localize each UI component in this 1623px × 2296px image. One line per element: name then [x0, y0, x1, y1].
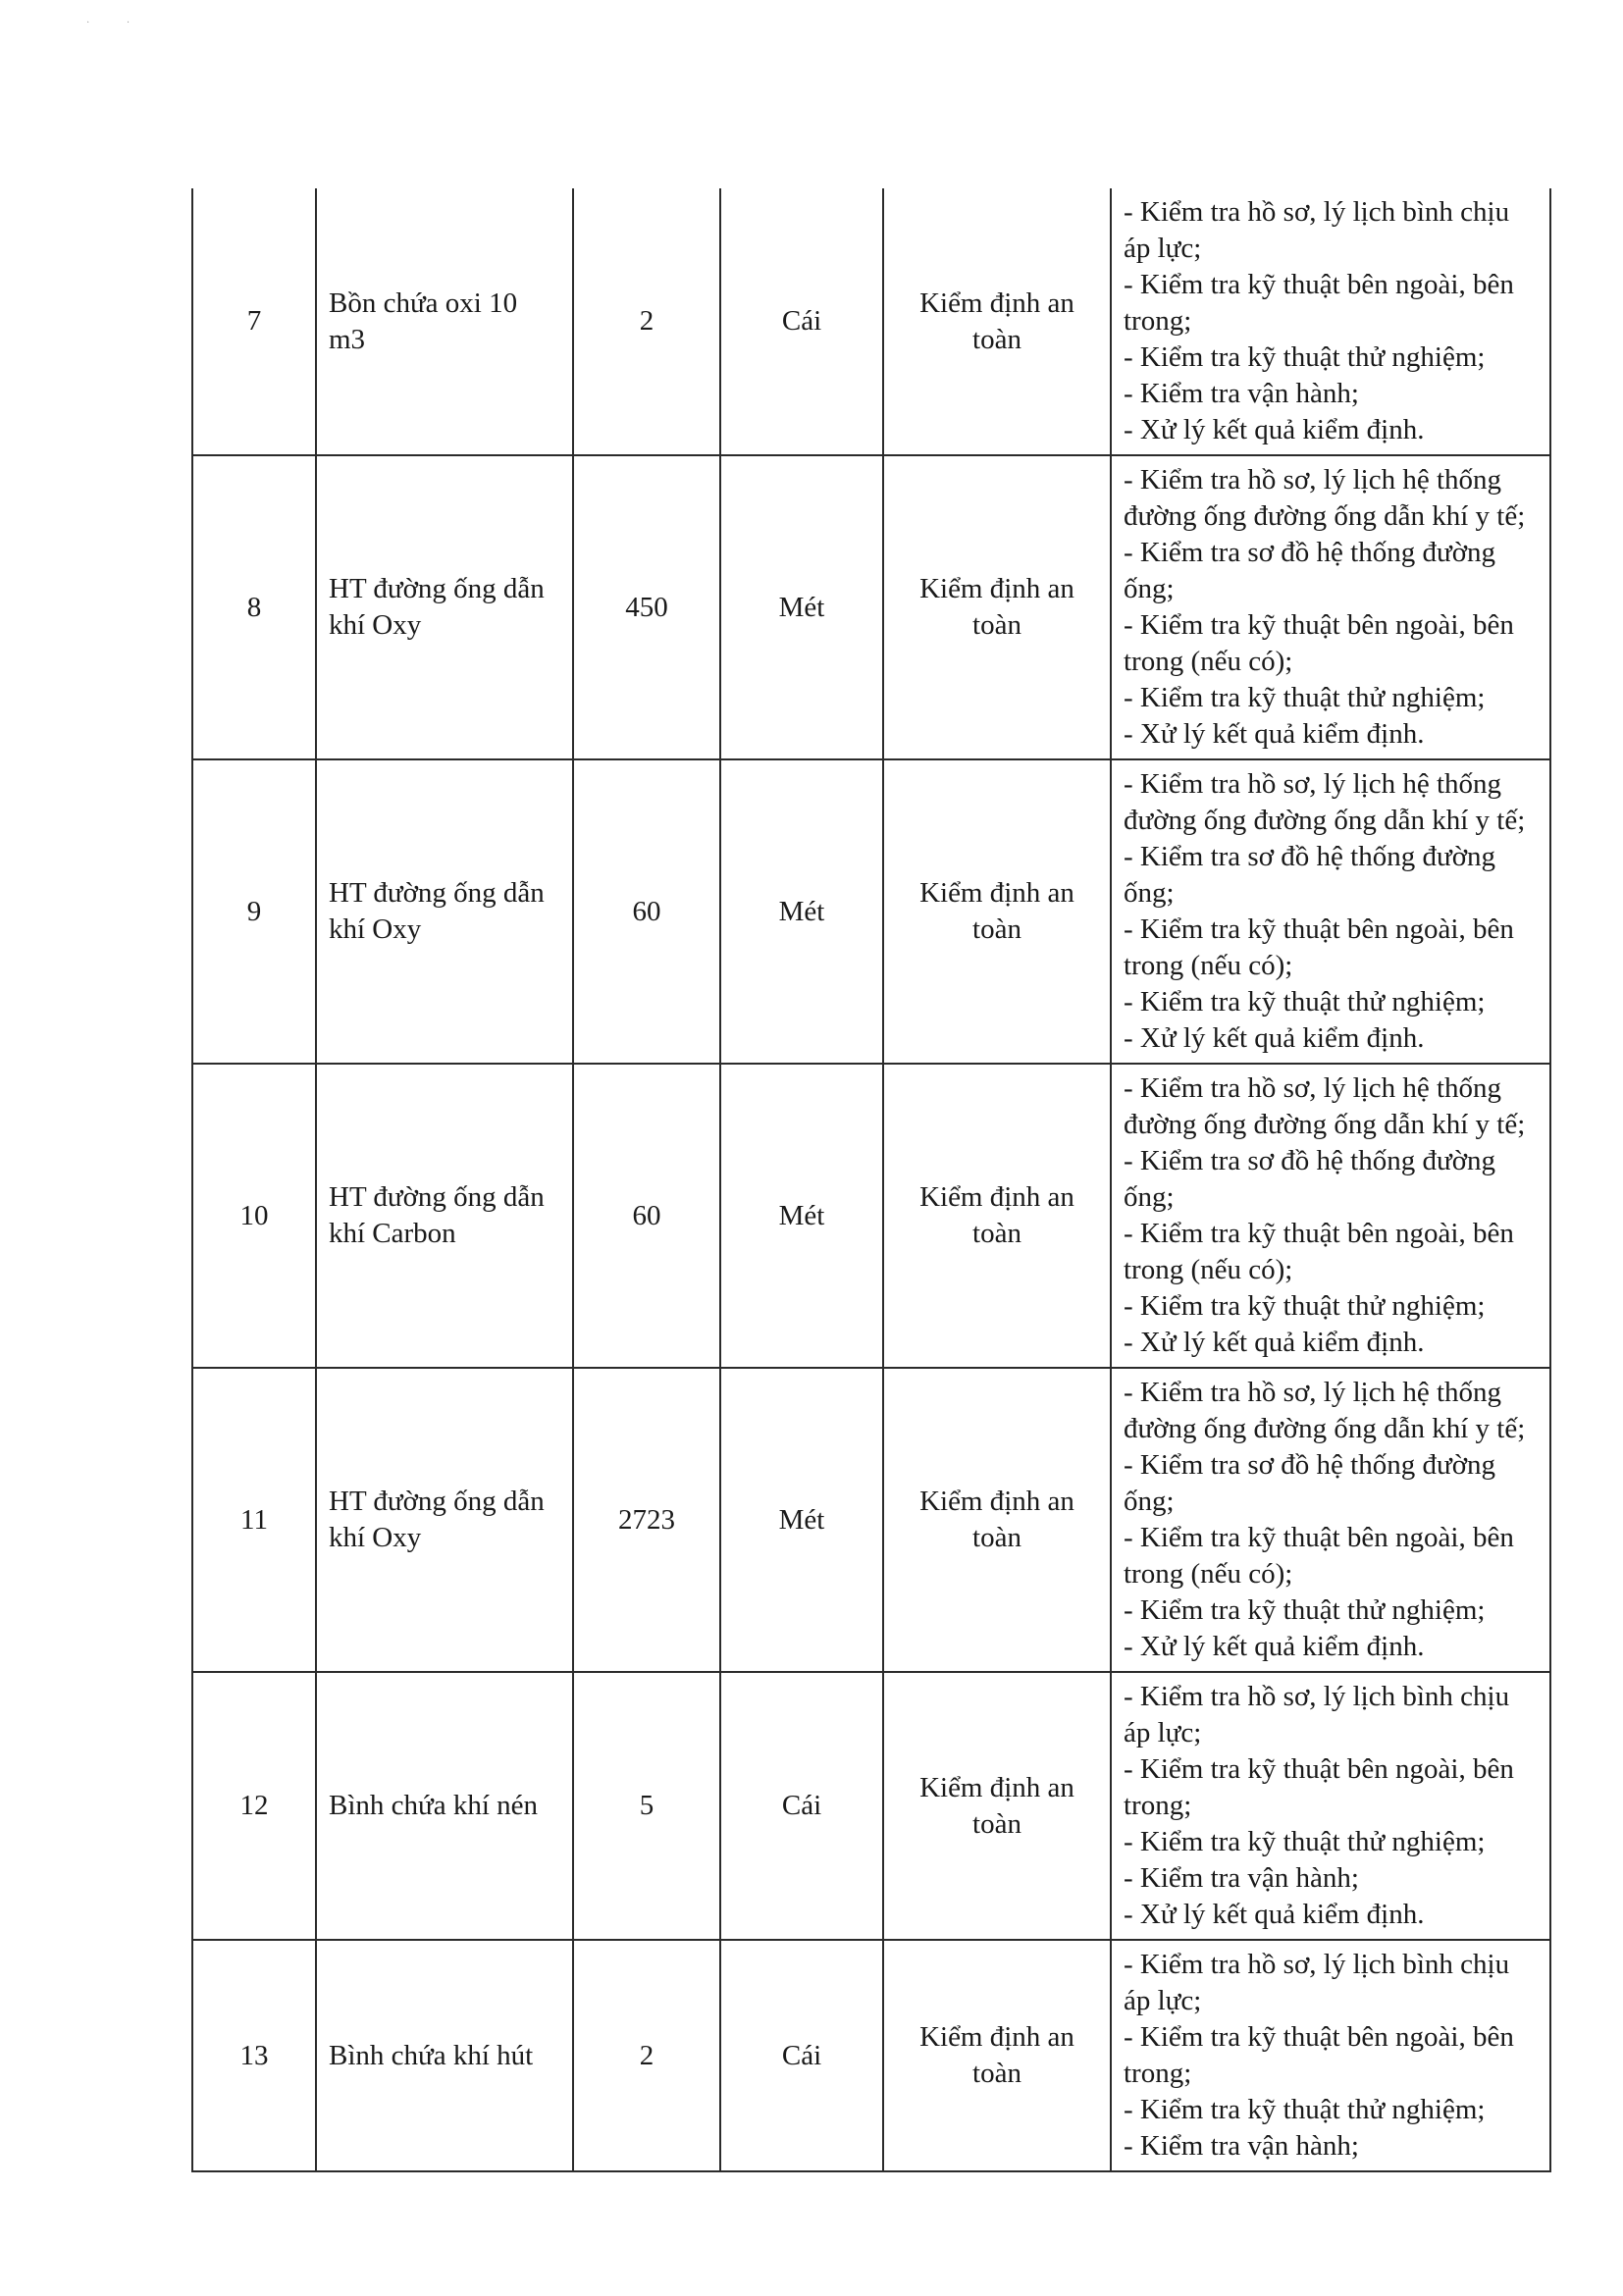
table-row: [192, 1940, 1550, 2171]
content-line: - Kiểm tra kỹ thuật thử nghiệm;: [1124, 986, 1486, 1018]
row-number-cell: 9: [192, 759, 316, 1064]
content-line: - Kiểm tra hồ sơ, lý lịch hệ thống đường ống đường ống dẫn khí y tế;: [1124, 1072, 1526, 1140]
table-row: [192, 455, 1550, 759]
content-line: - Kiểm tra kỹ thuật thử nghiệm;: [1124, 2094, 1486, 2125]
content-line: - Xử lý kết quả kiểm định.: [1124, 1899, 1425, 1930]
inspection-content-cell: [1111, 1672, 1550, 1940]
content-line: - Xử lý kết quả kiểm định.: [1124, 1022, 1425, 1054]
quantity-cell: 2723: [573, 1368, 720, 1672]
table-row: [192, 1672, 1550, 1940]
equipment-name-cell: HT đường ống dẫn khí Oxy: [316, 1368, 573, 1672]
unit-cell: Mét: [720, 759, 883, 1064]
equipment-name-cell: Bồn chứa oxi 10 m3: [316, 188, 573, 455]
content-line: - Kiểm tra kỹ thuật bên ngoài, bên trong;: [1124, 269, 1514, 337]
inspection-content-cell: [1111, 759, 1550, 1064]
method-cell: Kiểm định an toàn: [883, 455, 1111, 759]
quantity-cell: 60: [573, 1064, 720, 1368]
method-cell: Kiểm định an toàn: [883, 1672, 1111, 1940]
method-cell: Kiểm định an toàn: [883, 188, 1111, 455]
unit-cell: Mét: [720, 1064, 883, 1368]
quantity-cell: 450: [573, 455, 720, 759]
content-line: - Kiểm tra vận hành;: [1124, 1862, 1359, 1894]
table-row: [192, 1064, 1550, 1368]
content-line: - Kiểm tra kỹ thuật thử nghiệm;: [1124, 682, 1486, 713]
content-line: - Kiểm tra kỹ thuật bên ngoài, bên trong (nếu có);: [1124, 913, 1514, 981]
content-line: - Kiểm tra kỹ thuật bên ngoài, bên trong;: [1124, 2021, 1514, 2089]
inspection-content-cell: [1111, 1368, 1550, 1672]
row-number-cell: 10: [192, 1064, 316, 1368]
content-line: - Xử lý kết quả kiểm định.: [1124, 414, 1425, 445]
inspection-content-cell: [1111, 188, 1550, 455]
method-cell: Kiểm định an toàn: [883, 1368, 1111, 1672]
content-line: - Kiểm tra hồ sơ, lý lịch hệ thống đường ống đường ống dẫn khí y tế;: [1124, 1377, 1526, 1444]
table-row: [192, 1368, 1550, 1672]
content-line: - Kiểm tra sơ đồ hệ thống đường ống;: [1124, 1449, 1496, 1517]
equipment-name-cell: Bình chứa khí hút: [316, 1940, 573, 2171]
content-line: - Kiểm tra sơ đồ hệ thống đường ống;: [1124, 841, 1496, 909]
inspection-content-cell: [1111, 455, 1550, 759]
content-line: - Kiểm tra hồ sơ, lý lịch bình chịu áp lực;: [1124, 196, 1510, 264]
equipment-name-cell: Bình chứa khí nén: [316, 1672, 573, 1940]
content-line: - Kiểm tra hồ sơ, lý lịch bình chịu áp lực;: [1124, 1949, 1510, 2016]
content-line: - Kiểm tra sơ đồ hệ thống đường ống;: [1124, 1145, 1496, 1213]
inspection-content-cell: [1111, 1940, 1550, 2171]
content-line: - Kiểm tra vận hành;: [1124, 378, 1359, 409]
content-line: - Xử lý kết quả kiểm định.: [1124, 1631, 1425, 1662]
method-cell: Kiểm định an toàn: [883, 1064, 1111, 1368]
equipment-name-cell: HT đường ống dẫn khí Oxy: [316, 759, 573, 1064]
content-line: - Kiểm tra kỹ thuật bên ngoài, bên trong (nếu có);: [1124, 1522, 1514, 1590]
equipment-name-cell: HT đường ống dẫn khí Oxy: [316, 455, 573, 759]
inspection-content-cell: [1111, 1064, 1550, 1368]
content-line: - Kiểm tra hồ sơ, lý lịch bình chịu áp lực;: [1124, 1681, 1510, 1748]
content-line: - Kiểm tra hồ sơ, lý lịch hệ thống đường ống đường ống dẫn khí y tế;: [1124, 464, 1526, 532]
content-line: - Kiểm tra kỹ thuật thử nghiệm;: [1124, 341, 1486, 373]
content-line: - Kiểm tra kỹ thuật thử nghiệm;: [1124, 1290, 1486, 1322]
row-number-cell: 13: [192, 1940, 316, 2171]
content-line: - Kiểm tra kỹ thuật bên ngoài, bên trong;: [1124, 1753, 1514, 1821]
method-cell: Kiểm định an toàn: [883, 759, 1111, 1064]
inspection-table: [191, 188, 1551, 2172]
content-line: - Kiểm tra kỹ thuật thử nghiệm;: [1124, 1826, 1486, 1857]
content-line: - Xử lý kết quả kiểm định.: [1124, 718, 1425, 750]
row-number-cell: 7: [192, 188, 316, 455]
unit-cell: Mét: [720, 1368, 883, 1672]
table-row: [192, 759, 1550, 1064]
row-number-cell: 8: [192, 455, 316, 759]
content-line: - Kiểm tra sơ đồ hệ thống đường ống;: [1124, 537, 1496, 604]
content-line: - Kiểm tra kỹ thuật thử nghiệm;: [1124, 1594, 1486, 1626]
table-row: [192, 188, 1550, 455]
unit-cell: Cái: [720, 1940, 883, 2171]
quantity-cell: 2: [573, 188, 720, 455]
unit-cell: Cái: [720, 188, 883, 455]
content-line: - Kiểm tra hồ sơ, lý lịch hệ thống đường ống đường ống dẫn khí y tế;: [1124, 768, 1526, 836]
content-line: - Kiểm tra kỹ thuật bên ngoài, bên trong (nếu có);: [1124, 609, 1514, 677]
unit-cell: Cái: [720, 1672, 883, 1940]
content-line: - Xử lý kết quả kiểm định.: [1124, 1327, 1425, 1358]
method-cell: Kiểm định an toàn: [883, 1940, 1111, 2171]
inspection-table-body: [192, 188, 1550, 2171]
row-number-cell: 12: [192, 1672, 316, 1940]
equipment-name-cell: HT đường ống dẫn khí Carbon: [316, 1064, 573, 1368]
content-line: - Kiểm tra vận hành;: [1124, 2130, 1359, 2162]
quantity-cell: 5: [573, 1672, 720, 1940]
scan-marks: · ·: [86, 18, 131, 28]
content-line: - Kiểm tra kỹ thuật bên ngoài, bên trong (nếu có);: [1124, 1218, 1514, 1285]
unit-cell: Mét: [720, 455, 883, 759]
quantity-cell: 60: [573, 759, 720, 1064]
row-number-cell: 11: [192, 1368, 316, 1672]
quantity-cell: 2: [573, 1940, 720, 2171]
